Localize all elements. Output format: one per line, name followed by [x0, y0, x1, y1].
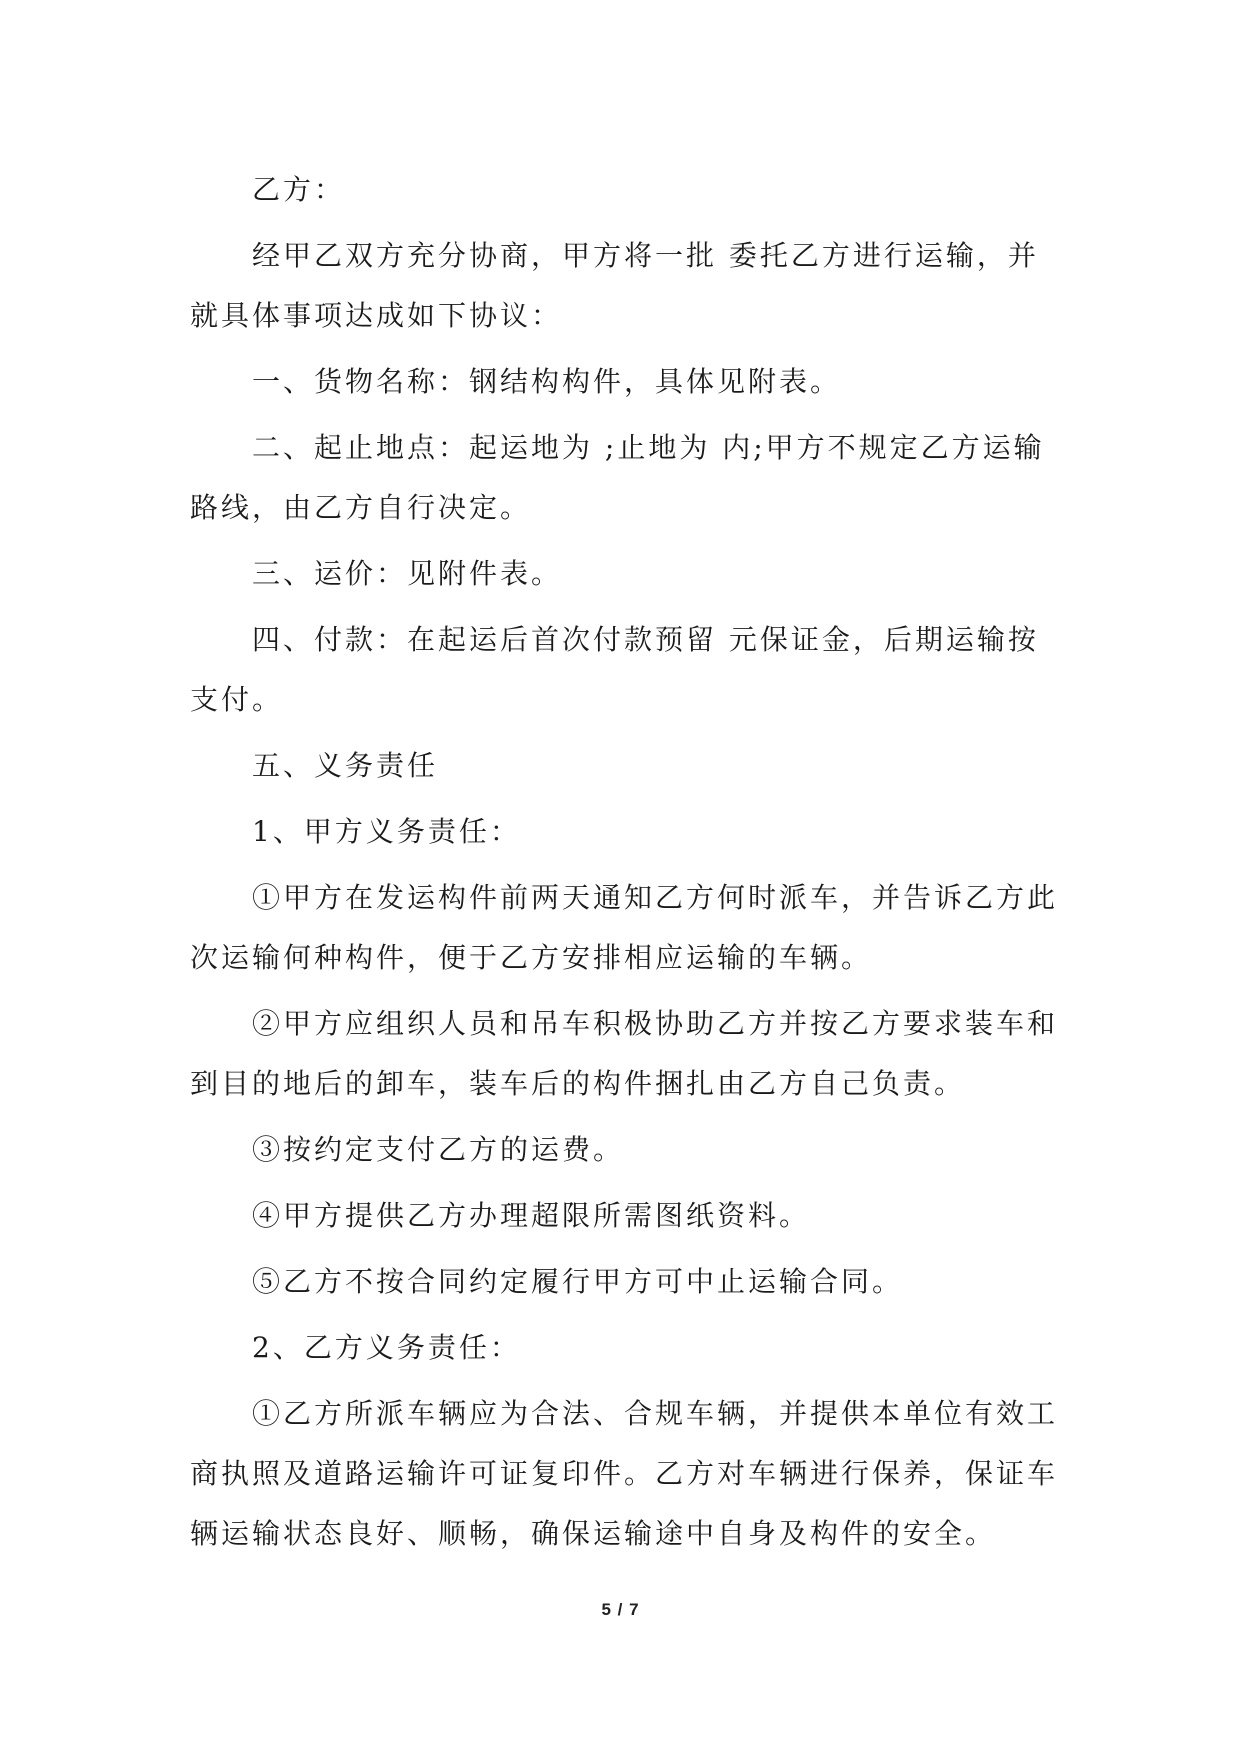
party-a-obligation-4: ④甲方提供乙方办理超限所需图纸资料。: [252, 1199, 811, 1232]
party-a-obligations-heading: 1、甲方义务责任：: [252, 815, 521, 848]
party-b-obligations-heading: 2、乙方义务责任：: [252, 1331, 521, 1364]
party-b-obligation-1: ①乙方所派车辆应为合法、合规车辆，并提供本单位有效工商执照及道路运输许可证复印件。乙方对车辆进行保养，保证车辆运输状态良好、顺畅，确保运输途中自身及构件的安全。: [190, 1397, 1059, 1550]
party-a-obligation-1: ①甲方在发运构件前两天通知乙方何时派车，并告诉乙方此次运输何种构件，便于乙方安排相应运输的车辆。: [190, 881, 1059, 974]
party-b-label: 乙方：: [252, 173, 346, 206]
party-a-obligation-3: ③按约定支付乙方的运费。: [252, 1133, 625, 1166]
clause-locations: 二、起止地点：起运地为 ;止地为 内;甲方不规定乙方运输路线，由乙方自行决定。: [190, 431, 1045, 524]
party-a-obligation-5: ⑤乙方不按合同约定履行甲方可中止运输合同。: [252, 1265, 904, 1298]
agreement-intro: 经甲乙双方充分协商，甲方将一批 委托乙方进行运输，并就具体事项达成如下协议：: [190, 239, 1039, 332]
clause-obligations-heading: 五、义务责任: [252, 749, 439, 782]
clause-goods-name: 一、货物名称：钢结构构件，具体见附表。: [252, 365, 842, 398]
clause-price: 三、运价：见附件表。: [252, 557, 563, 590]
document-body: [190, 160, 1060, 1570]
page-number: 5 / 7: [601, 1600, 640, 1619]
party-a-obligation-2: ②甲方应组织人员和吊车积极协助乙方并按乙方要求装车和到目的地后的卸车，装车后的构件捆扎由乙方自己负责。: [190, 1007, 1059, 1100]
clause-payment: 四、付款：在起运后首次付款预留 元保证金，后期运输按 支付。: [190, 623, 1039, 716]
